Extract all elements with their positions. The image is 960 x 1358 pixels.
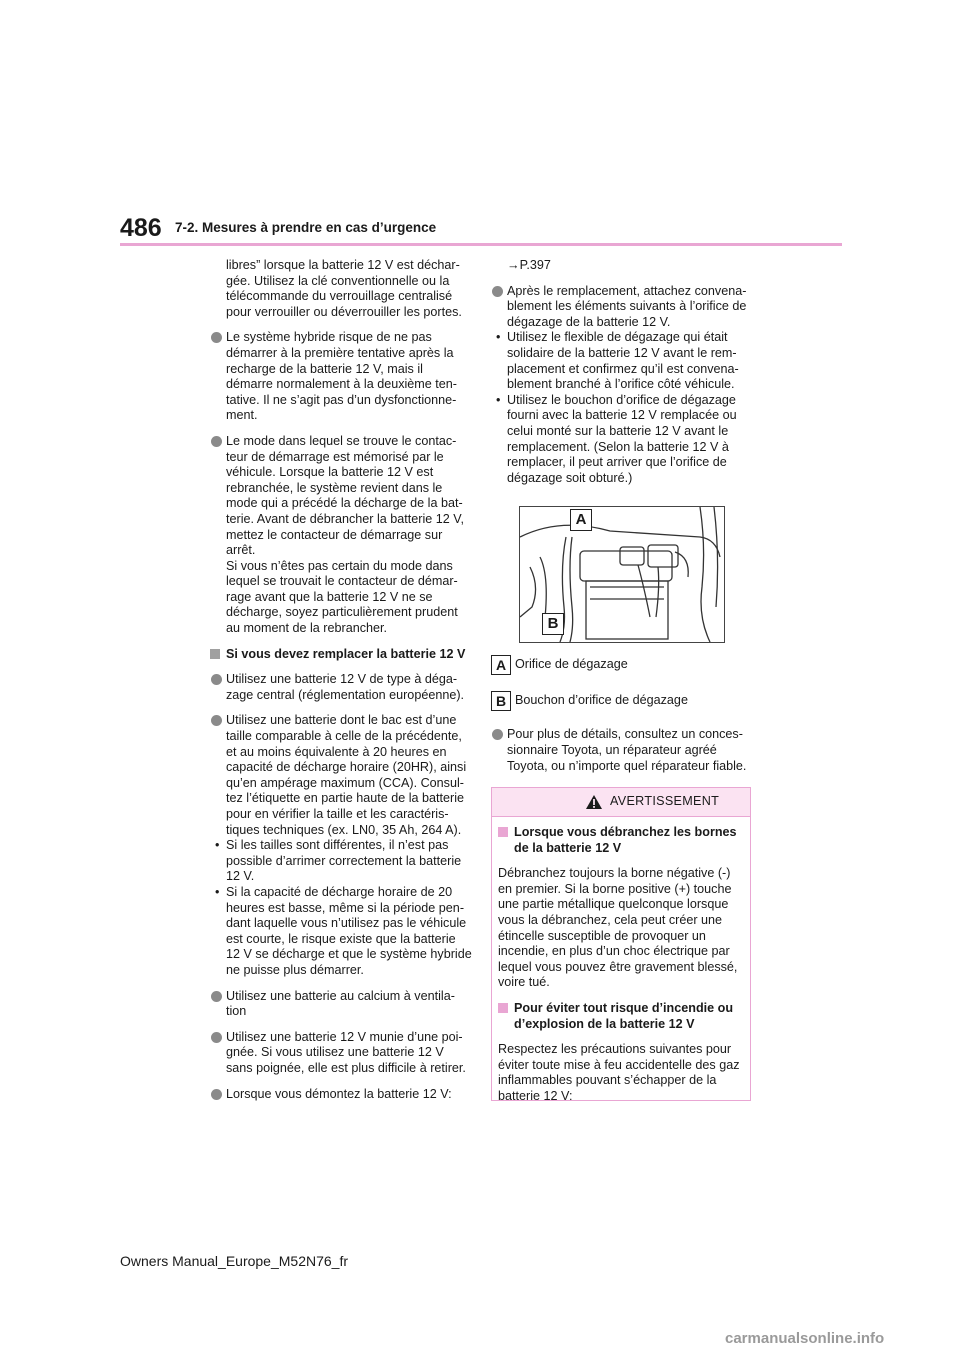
bullet-calcium — [210, 989, 472, 1020]
bullet-dot-icon — [211, 1032, 222, 1043]
warning-section-title-text: Lorsque vous débranchez les bornes de la batterie 12 V — [514, 825, 737, 855]
bullet-after — [491, 284, 753, 487]
warning-section-2-text: Respectez les précautions suivantes pour éviter toute mise à feu accidentelle des gaz inflammables pouvant s’échapper de la batterie 12 V: — [498, 1042, 740, 1103]
bullet-text: Utilisez une batterie 12 V de type à déga-zage central (réglementation européenne). — [226, 672, 465, 702]
warning-section-1-title — [498, 825, 744, 856]
battery-photo — [519, 506, 725, 643]
sub-item-text: Si les tailles sont différentes, il n’est pas possible d’arrimer correctement la batterie 12 V. — [226, 838, 462, 884]
right-column — [491, 258, 753, 784]
sub-bullet-icon: • — [215, 838, 220, 853]
section-replace-heading — [210, 647, 472, 663]
bullet-text: Utilisez une batterie au calcium à ventila-tion — [226, 988, 455, 1019]
bullet-dot-icon — [211, 436, 222, 447]
section-square-icon — [498, 1003, 508, 1013]
legend-key: B — [491, 691, 511, 711]
bullet-dot-icon — [211, 1089, 222, 1100]
sub-bullet-icon: • — [496, 392, 501, 407]
callout-b: B — [542, 613, 564, 635]
sub-item-text: Si la capacité de décharge horaire de 20 heures est basse, même si la période pen-dant laquelle vous n’utilisez pas le véhicule est courte, le risque existe que la batterie 12 V se décharge et que le système hybride ne puisse plus démarrer. — [226, 884, 472, 977]
bullet-dot-icon — [211, 332, 222, 343]
warning-section-title-text: Pour éviter tout risque d’incendie ou d’explosion de la batterie 12 V — [514, 1000, 734, 1031]
bullet-text: Le système hybride risque de ne pas démarrer à la première tentative après la recharge de la batterie 12 V, mais il démarre normalement à la deuxième ten-tative. Il ne s’agit pas d’un dysfonctionne-ment. — [226, 330, 457, 423]
bullet-text: Si vous n’êtes pas certain du mode dans lequel se trouvait le contacteur de démar-rage avant que la batterie 12 V ne se décharge, soyez particulièrement prudent au moment de la rebrancher. — [226, 558, 458, 636]
legend-item-a — [491, 655, 753, 677]
section-heading-text: Si vous devez remplacer la batterie 12 V — [226, 646, 466, 661]
warning-triangle-icon — [585, 794, 603, 810]
bullet-dot-icon — [211, 715, 222, 726]
bullet-mode — [210, 434, 472, 637]
legend-item-b — [491, 691, 753, 713]
bullet-remove — [210, 1087, 472, 1103]
warning-header — [492, 788, 750, 817]
header-rule — [120, 243, 842, 246]
bullet-details — [491, 727, 753, 774]
bullet-text: Utilisez une batterie 12 V munie d’une poi-gnée. Si vous utilisez une batterie 12 V sans poignée, elle est plus difficile à retirer. — [226, 1029, 466, 1075]
sub-item-size — [210, 838, 472, 885]
bullet-text: Lorsque vous démontez la batterie 12 V: — [226, 1086, 452, 1101]
bullet-dot-icon — [211, 991, 222, 1002]
warning-box — [491, 787, 751, 1101]
watermark: carmanualsonline.info — [725, 1330, 885, 1347]
warning-body — [492, 817, 750, 1105]
warning-section-2-title — [498, 1001, 744, 1032]
section-title: 7-2. Mesures à prendre en cas d’urgence — [175, 220, 437, 235]
bullet-text: Le mode dans lequel se trouve le contac-teur de démarrage est mémorisé par le véhicule. Lorsque la batterie 12 V est rebranchée, le système revient dans le mode qui a précédé la décharge de la bat-terie. Avant de débrancher la batterie 12 V, mettez le contacteur de démarrage sur arrêt. — [226, 433, 465, 558]
bullet-text: Pour plus de détails, consultez un conces-sionnaire Toyota, un réparateur agréé Toyota, ou n’importe quel réparateur fiable. — [507, 727, 747, 773]
legend-text: Orifice de dégazage — [515, 657, 628, 672]
bullet-type — [210, 672, 472, 703]
callout-a: A — [570, 509, 592, 531]
bullet-dot-icon — [492, 286, 503, 297]
bullet-dot-icon — [211, 674, 222, 685]
intro-text: libres” lorsque la batterie 12 V est déchar-gée. Utilisez la clé conventionnelle ou la télécommande du verrouillage centralisé pour verrouiller ou déverrouiller les portes. — [226, 258, 462, 319]
page-number: 486 — [120, 214, 162, 242]
legend-text: Bouchon d’orifice de dégazage — [515, 693, 688, 708]
section-square-icon — [498, 827, 508, 837]
bullet-text: Après le remplacement, attachez convena-blement les éléments suivants à l’orifice de dégazage de la batterie 12 V. — [507, 283, 747, 329]
sub-bullet-icon: • — [496, 330, 501, 345]
bullet-handle — [210, 1030, 472, 1077]
sub-item-text: Utilisez le flexible de dégazage qui était solidaire de la batterie 12 V avant le rem-placement et confirmez qu’il est convena-blement branché à l’orifice côté véhicule. — [507, 330, 739, 392]
sub-item-hose — [491, 330, 753, 392]
bullet-restart — [210, 330, 472, 424]
warning-label: AVERTISSEMENT — [610, 794, 720, 808]
warning-section-1-text: Débranchez toujours la borne négative (-) en premier. Si la borne positive (+) touche une partie métallique quelconque lorsque vous la débranchez, cela peut créer une étincelle susceptible de provoquer un incendie, en plus d’un choc électrique par lequel vous pouvez être gravement blessé, voire tué. — [498, 866, 738, 990]
bullet-text: Utilisez une batterie dont le bac est d’une taille comparable à celle de la précédente, et au moins équivalente à 20 heures en capacité de décharge horaire (20HR), ainsi qu’en ampérage maximum (CCA). Consul-tez l’étiquette en partie haute de la batterie pour en vérifier la taille et les caractéris-tiques techniques (ex. LN0, 35 Ah, 264 A). — [226, 713, 467, 837]
left-column — [210, 258, 472, 1112]
sub-bullet-icon: • — [215, 884, 220, 899]
sub-item-plug — [491, 393, 753, 487]
legend-key: A — [491, 655, 511, 675]
sub-item-text: Utilisez le bouchon d’orifice de dégazage fourni avec la batterie 12 V remplacée ou celui monté sur la batterie 12 V avant le remplacement. (Selon la batterie 12 V à remplacer, il peut arriver que l’orifice de dégazage soit obturé.) — [507, 392, 737, 485]
manual-name: Owners Manual_Europe_M52N76_fr — [120, 1253, 349, 1269]
sub-item-capacity — [210, 885, 472, 979]
section-square-icon — [210, 649, 220, 659]
page-reference: →P.397 — [507, 258, 551, 272]
bullet-size — [210, 713, 472, 978]
bullet-dot-icon — [492, 729, 503, 740]
